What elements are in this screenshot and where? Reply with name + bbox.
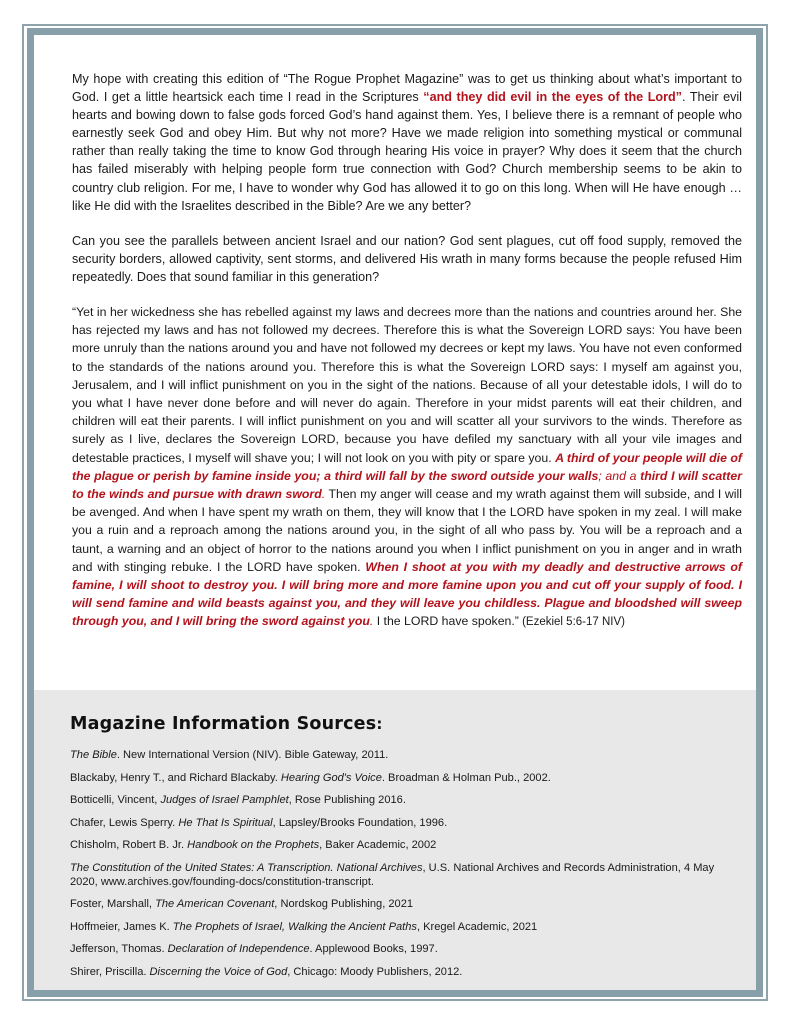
- scripture-highlight-join: ; and a: [598, 468, 641, 483]
- source-title: Handbook on the Prophets: [187, 839, 320, 851]
- source-title: The American Covenant: [155, 898, 275, 910]
- intro-text-continued: . Their evil hearts and bowing down to false gods forced God’s hand against them. Yes, I believe there is a remnant of people who earnestly seek God and obey Him. But why not more? Have we made religion into something mystical or communal rather than really taking the time to know God through hearing His voice in prayer? Why does it seem that the church has failed miserably with helping people form true connection with God? Church membership seems to be akin to country club religion. For me, I have to wonder why God has allowed it to go on this long. When will He have enough … like He did with the Israelites described in the Bible? Are we any better?: [72, 90, 742, 213]
- intro-paragraph-2: Can you see the parallels between ancient Israel and our nation? God sent plagues, cut off food supply, removed the security borders, allowed captivity, sent storms, and delivered His wrath in many forms because the people refused Him repeatedly. Does that sound familiar in this generation?: [72, 233, 742, 284]
- scripture-highlight-1: A third of your people will die of the plague or perish by famine inside you; a third will fall by the sword outside your walls: [72, 450, 742, 483]
- scripture-highlight-3: When I shoot at you with my deadly and destructive arrows of famine, I will shoot to destroy you. I will bring more and more famine upon you and cut off your supply of food. I will send famine and wild beasts against you, and they will leave you childless. Plague and bloodshed will sweep through you, and I will bring the sword against you: [72, 559, 743, 629]
- source-author: Chafer, Lewis Sperry.: [70, 816, 179, 829]
- source-item: [70, 793, 730, 807]
- intro-paragraph-1: [72, 70, 742, 215]
- source-title: The Prophets of Israel, Walking the Ancient Paths: [172, 920, 417, 933]
- source-title: Declaration of Independence: [167, 943, 310, 955]
- source-author: Hoffmeier, James K.: [70, 920, 173, 933]
- sources-heading-colon: :: [376, 715, 383, 733]
- scripture-reference: (Ezekiel 5:6-17 NIV): [518, 616, 625, 629]
- source-title: Discerning the Voice of God: [149, 965, 288, 978]
- source-title: Judges of Israel Pamphlet: [160, 794, 289, 806]
- sources-heading: [70, 714, 383, 734]
- source-item: [70, 748, 730, 762]
- source-item: [70, 838, 730, 852]
- article-body: [72, 70, 742, 649]
- source-title: Hearing God's Voice: [280, 771, 382, 784]
- source-item: [70, 942, 730, 956]
- source-author: Blackaby, Henry T., and Richard Blackaby.: [70, 771, 281, 784]
- source-publisher: , Rose Publishing 2016.: [288, 794, 406, 806]
- source-title: The Constitution of the United States: A Transcription. National Archives: [70, 861, 423, 874]
- source-publisher: , Nordskog Publishing, 2021: [274, 898, 414, 910]
- source-publisher: , U.S. National Archives and Records Administration, 4 May 2020, www.archives.gov/founding-docs/constitution-transcript.: [70, 861, 715, 888]
- scripture-text-3: I the LORD have spoken.”: [373, 614, 519, 629]
- source-title: He That Is Spiritual: [178, 816, 273, 829]
- source-author: Foster, Marshall,: [70, 898, 156, 910]
- source-item: [70, 861, 730, 889]
- source-publisher: , Baker Academic, 2002: [319, 839, 437, 851]
- source-author: Chisholm, Robert B. Jr.: [70, 839, 188, 851]
- source-publisher: . Applewood Books, 1997.: [309, 943, 438, 955]
- sources-section: [34, 690, 756, 990]
- source-item: [70, 897, 730, 911]
- source-publisher: , Lapsley/Brooks Foundation, 1996.: [272, 816, 448, 829]
- scripture-text: “Yet in her wickedness she has rebelled against my laws and decrees more than the nations and countries around her. She has rejected my laws and has not followed my decrees. Therefore this is what the Sovereign LORD says: You have been more unruly than the nations around you and have not followed my decrees or kept my laws. You have not even conformed to the standards of the nations around you. Therefore this is what the Sovereign LORD says: I myself am against you, Jerusalem, and I will inflict punishment on you in the sight of the nations. Because of all your detestable idols, I will do to you what I have never done before and will never do again. Therefore in your midst parents will eat their children, and children will eat their parents. I will inflict punishment on you and will scatter all your survivors to the winds. Therefore as surely as I live, declares the Sovereign LORD, because you have defiled my sanctuary with all your vile images and detestable practices, I myself will shave you; I will not look on you with pity or spare you.: [72, 305, 742, 465]
- source-author: Jefferson, Thomas.: [70, 943, 168, 955]
- scripture-passage: [72, 303, 742, 632]
- source-item: [70, 771, 730, 785]
- source-author: Shirer, Priscilla.: [70, 965, 150, 978]
- source-author: Botticelli, Vincent,: [70, 794, 161, 806]
- source-item: [70, 816, 730, 830]
- scripture-text-2: Then my anger will cease and my wrath against them will subside, and I will be avenged. And when I have spent my wrath on them, they will know that I the LORD have spoken in my zeal. I will make you a ruin and a reproach among the nations around you, in the sight of all who pass by. You will be a reproach and a taunt, a warning and an object of horror to the nations around you when I inflict punishment on you in anger and in wrath and with stinging rebuke. I the LORD have spoken.: [72, 487, 742, 574]
- source-publisher: . New International Version (NIV). Bible Gateway, 2011.: [116, 749, 389, 761]
- scripture-quote-highlight: “and they did evil in the eyes of the Lord”: [423, 90, 682, 105]
- source-publisher: , Chicago: Moody Publishers, 2012.: [287, 965, 463, 978]
- scripture-highlight-2: third I will scatter to the winds and pursue with drawn sword: [72, 468, 742, 502]
- source-title: The Bible: [70, 749, 117, 761]
- sources-list: [70, 748, 730, 987]
- scripture-highlight-3-end: .: [369, 614, 374, 629]
- source-publisher: , Kregel Academic, 2021: [416, 920, 538, 933]
- source-publisher: . Broadman & Holman Pub., 2002.: [381, 771, 551, 784]
- source-item: [70, 920, 730, 934]
- page-content: [34, 35, 756, 990]
- sources-heading-text: Magazine Information Sources: [70, 714, 377, 734]
- source-item: [70, 965, 730, 979]
- intro-text: My hope with creating this edition of “The Rogue Prophet Magazine” was to get us thinking about what’s important to God. I get a little heartsick each time I read in the Scriptures: [72, 72, 742, 105]
- scripture-highlight-2-end: .: [321, 487, 326, 502]
